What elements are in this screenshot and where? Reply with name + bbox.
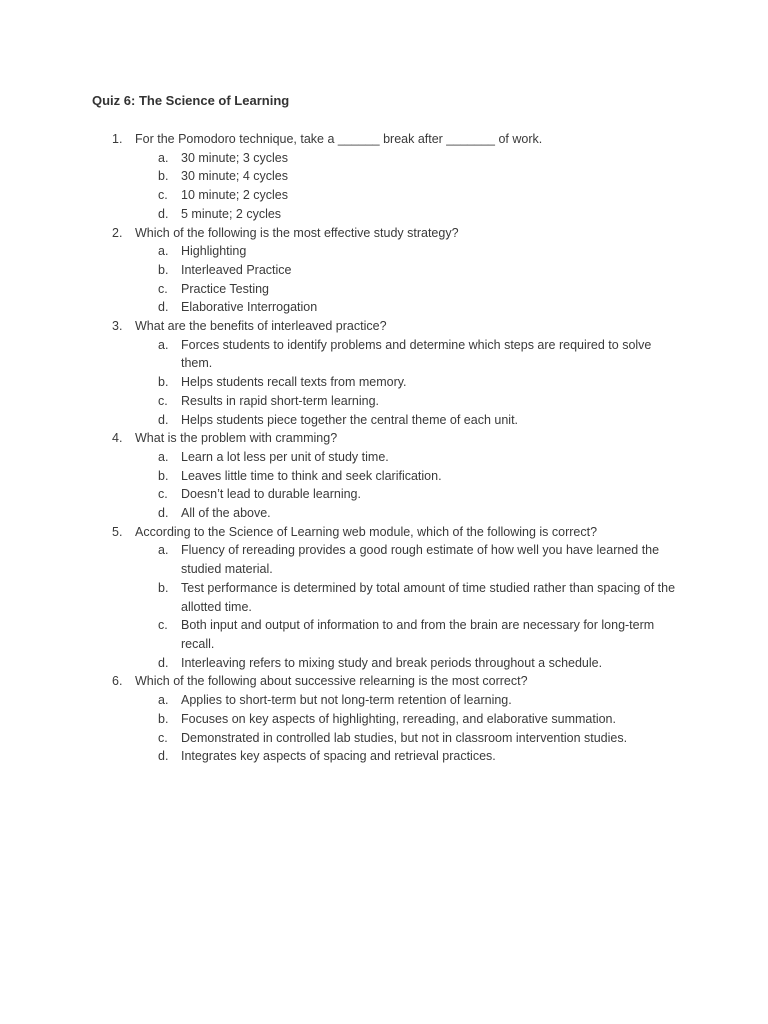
option-text: Results in rapid short-term learning.	[181, 393, 379, 408]
option-text: Test performance is determined by total amount of time studied rather than spacing of the allotted time.	[181, 580, 676, 614]
question-text: For the Pomodoro technique, take a ______ break after _______ of work.	[135, 132, 543, 146]
answer-option	[92, 485, 692, 504]
answer-option	[92, 710, 692, 729]
question-number: 2.	[112, 225, 123, 240]
answer-option	[92, 392, 692, 411]
option-letter: b.	[158, 375, 169, 390]
question-text: Which of the following is the most effective study strategy?	[135, 225, 459, 240]
question-number: 1.	[112, 132, 123, 146]
option-letter: c.	[158, 618, 168, 633]
option-letter: a.	[158, 693, 169, 708]
answer-option	[92, 448, 692, 467]
answer-option	[92, 167, 692, 186]
option-letter: b.	[158, 262, 169, 277]
answer-option	[92, 411, 692, 430]
option-letter: a.	[158, 449, 169, 464]
option-letter: c.	[158, 188, 168, 203]
option-letter: a.	[158, 150, 169, 165]
option-text: Leaves little time to think and seek clarification.	[181, 468, 442, 483]
option-letter: b.	[158, 711, 169, 726]
answer-option	[92, 747, 692, 766]
answer-options	[92, 691, 692, 766]
option-letter: d.	[158, 206, 169, 221]
answer-option	[92, 691, 692, 710]
answer-option	[92, 205, 692, 224]
question-1	[92, 130, 692, 224]
question-5	[92, 523, 692, 673]
answer-option	[92, 616, 692, 653]
option-text: Interleaved Practice	[181, 262, 292, 277]
option-text: Demonstrated in controlled lab studies, but not in classroom intervention studies.	[181, 730, 628, 745]
question-text: What are the benefits of interleaved practice?	[135, 319, 387, 334]
option-letter: b.	[158, 468, 169, 483]
quiz-title: Quiz 6: The Science of Learning	[92, 93, 290, 108]
option-text: Learn a lot less per unit of study time.	[181, 449, 389, 464]
answer-options	[92, 541, 692, 672]
option-text: All of the above.	[181, 506, 271, 521]
option-text: Highlighting	[181, 244, 247, 259]
answer-option	[92, 467, 692, 486]
option-letter: d.	[158, 749, 169, 764]
option-text: 30 minute; 3 cycles	[181, 150, 288, 165]
option-text: Forces students to identify problems and determine which steps are required to solve them.	[181, 337, 652, 371]
option-text: Integrates key aspects of spacing and retrieval practices.	[181, 749, 496, 764]
option-text: Doesn’t lead to durable learning.	[181, 487, 361, 502]
option-letter: d.	[158, 412, 169, 427]
option-letter: c.	[158, 730, 168, 745]
option-letter: c.	[158, 281, 168, 296]
answer-option	[92, 186, 692, 205]
answer-option	[92, 336, 692, 373]
option-text: Fluency of rereading provides a good rough estimate of how well you have learned the studied material.	[181, 543, 660, 577]
option-text: Helps students piece together the central theme of each unit.	[181, 412, 519, 427]
answer-option	[92, 579, 692, 616]
option-text: 10 minute; 2 cycles	[181, 188, 288, 203]
answer-options	[92, 149, 692, 224]
option-letter: b.	[158, 169, 169, 184]
question-number: 5.	[112, 524, 123, 539]
option-text: Helps students recall texts from memory.	[181, 375, 407, 390]
question-number: 3.	[112, 319, 123, 334]
answer-option	[92, 280, 692, 299]
option-text: 5 minute; 2 cycles	[181, 206, 282, 221]
answer-option	[92, 261, 692, 280]
option-text: Focuses on key aspects of highlighting, rereading, and elaborative summation.	[181, 711, 616, 726]
option-letter: c.	[158, 487, 168, 502]
answer-option	[92, 298, 692, 317]
option-text: Interleaving refers to mixing study and break periods throughout a schedule.	[181, 655, 603, 670]
question-text: Which of the following about successive relearning is the most correct?	[135, 674, 528, 689]
option-letter: a.	[158, 543, 169, 558]
answer-options	[92, 448, 692, 523]
option-letter: c.	[158, 393, 168, 408]
question-6	[92, 672, 692, 766]
question-text: According to the Science of Learning web module, which of the following is correct?	[135, 524, 598, 539]
answer-option	[92, 504, 692, 523]
option-letter: d.	[158, 506, 169, 521]
option-text: Applies to short-term but not long-term retention of learning.	[181, 693, 512, 708]
answer-options	[92, 242, 692, 317]
question-3	[92, 317, 692, 429]
answer-options	[92, 336, 692, 430]
option-text: 30 minute; 4 cycles	[181, 169, 288, 184]
answer-option	[92, 242, 692, 261]
question-number: 6.	[112, 674, 123, 689]
option-letter: d.	[158, 655, 169, 670]
option-text: Both input and output of information to and from the brain are necessary for long-term recall.	[181, 618, 655, 651]
answer-option	[92, 729, 692, 748]
question-list	[92, 130, 692, 766]
option-text: Elaborative Interrogation	[181, 300, 318, 315]
answer-option	[92, 149, 692, 168]
answer-option	[92, 541, 692, 578]
question-4	[92, 429, 692, 523]
option-letter: b.	[158, 580, 169, 595]
option-letter: a.	[158, 244, 169, 259]
question-2	[92, 224, 692, 318]
option-letter: a.	[158, 337, 169, 352]
option-text: Practice Testing	[181, 281, 270, 296]
answer-option	[92, 373, 692, 392]
question-text: What is the problem with cramming?	[135, 431, 338, 446]
answer-option	[92, 654, 692, 673]
question-number: 4.	[112, 431, 123, 446]
option-letter: d.	[158, 300, 169, 315]
